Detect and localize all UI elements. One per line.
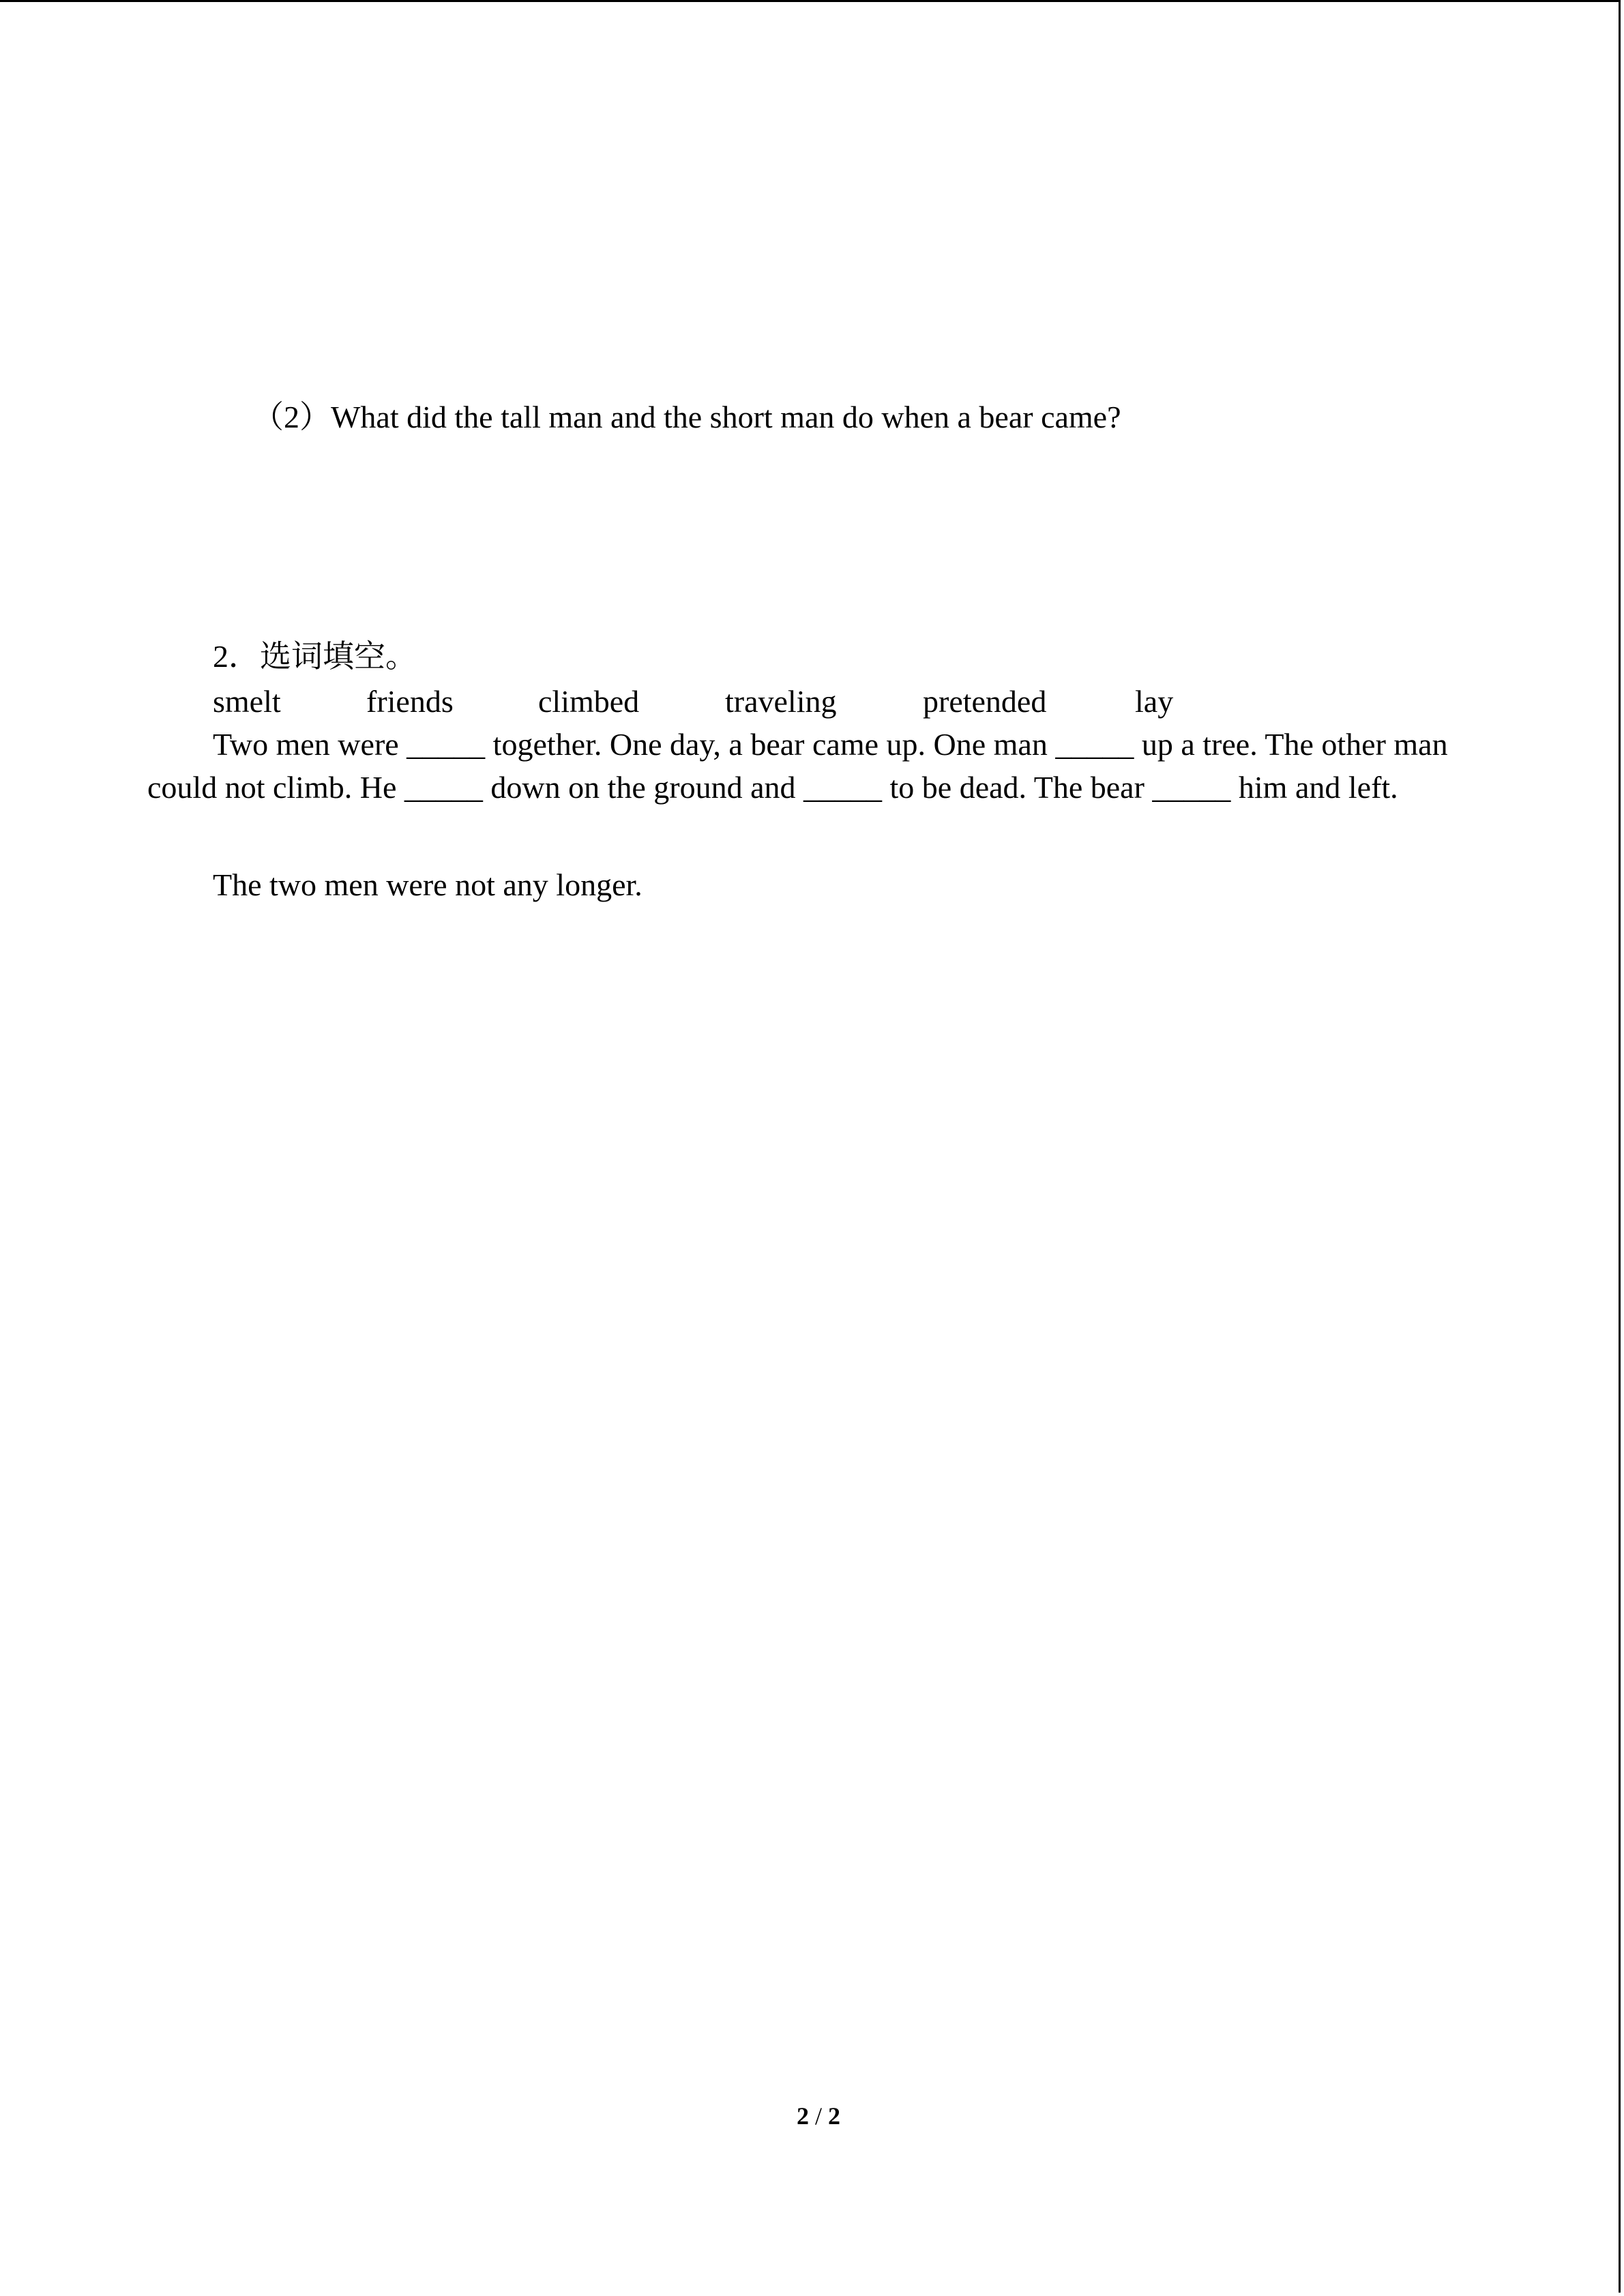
total-pages-number: 2 (828, 2102, 840, 2130)
page-number (0, 2097, 1624, 2135)
word-bank (213, 680, 1236, 723)
section-heading: 2．选词填空。 (213, 639, 417, 674)
question-2-text: （2）What did the tall man and the short man do when a bear came? (252, 400, 1121, 434)
word-bank-item: traveling (725, 684, 837, 719)
page-separator: / (814, 2102, 822, 2130)
last-sentence: The two men were not any longer. (213, 867, 643, 902)
word-bank-item: pretended (923, 684, 1047, 719)
cloze-passage: Two men were _____ together. One day, a bear came up. One man _____ up a tree. The other man could not climb. He _____ down on the ground and _____ to be dead. The bear _____ him and left. (147, 727, 1448, 805)
current-page-number: 2 (796, 2102, 809, 2130)
word-bank-item: climbed (538, 684, 640, 719)
word-bank-item: friends (366, 684, 454, 719)
word-bank-item: smelt (213, 684, 281, 719)
word-bank-item: lay (1135, 684, 1174, 719)
